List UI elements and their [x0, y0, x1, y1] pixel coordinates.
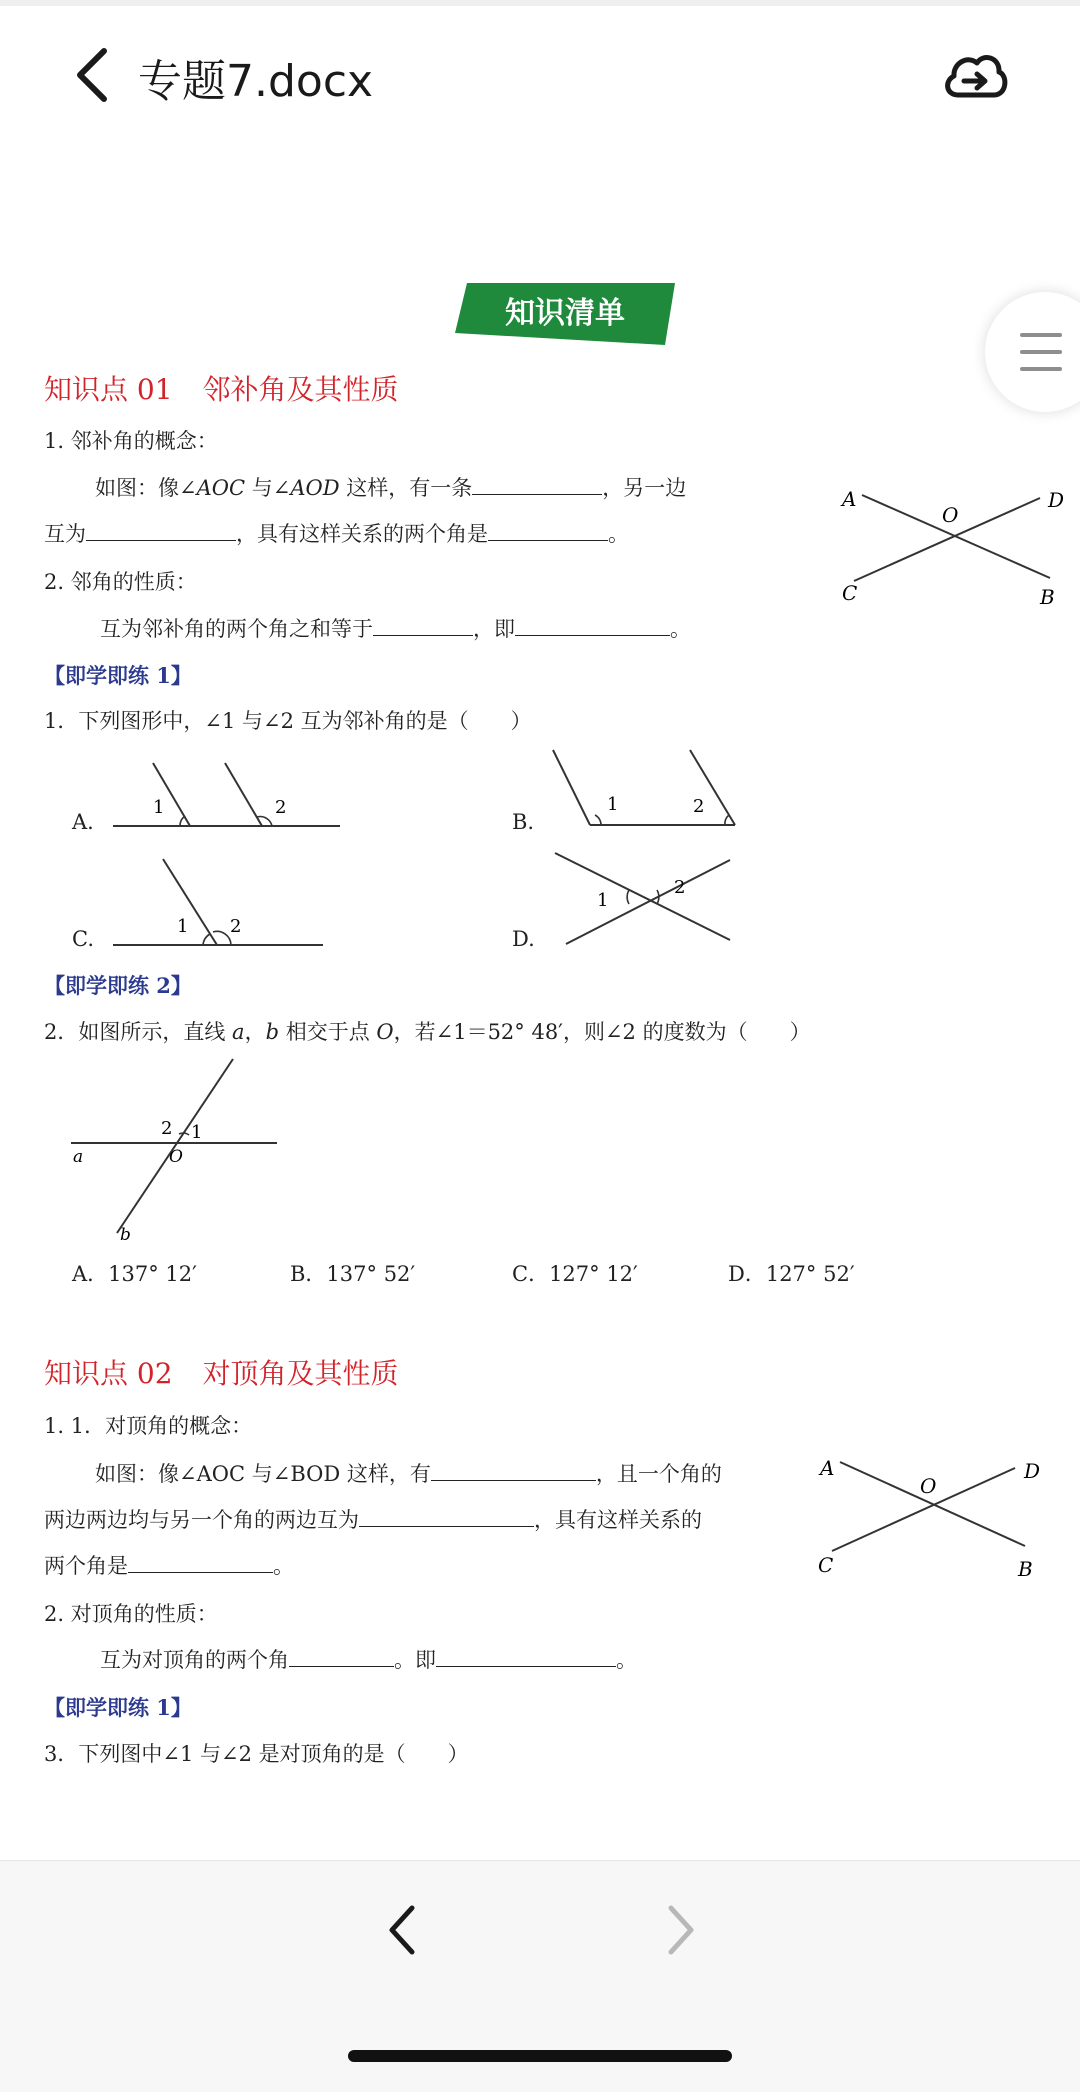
back-button[interactable]: [70, 45, 120, 105]
section-heading-02: 知识点 02 对顶角及其性质: [44, 1357, 399, 1390]
practice-label-3: 【即学即练 1】: [44, 1695, 192, 1720]
property-heading-2: 2. 对顶角的性质：: [44, 1602, 218, 1626]
svg-text:2: 2: [275, 797, 287, 818]
svg-text:C: C: [818, 1553, 834, 1577]
concept-heading: 1. 邻补角的概念：: [44, 429, 218, 453]
property-line-2: 互为对顶角的两个角 。即 。: [100, 1648, 637, 1672]
chevron-right-icon: [671, 1908, 691, 1952]
answer-a: A．137° 12′: [72, 1262, 197, 1286]
svg-text:1: 1: [191, 1122, 203, 1143]
practice-label-1: 【即学即练 1】: [44, 663, 192, 688]
concept-line-1: 如图：像∠AOC 与∠AOD 这样，有一条 ，另一边: [95, 476, 687, 500]
svg-text:C: C: [842, 581, 858, 605]
concept-2-line-3: 两个角是 。: [44, 1554, 294, 1578]
question-1: 1．下列图形中，∠1 与∠2 互为邻补角的是（ ）: [44, 709, 532, 733]
svg-text:b: b: [120, 1225, 131, 1245]
svg-text:2: 2: [693, 796, 705, 817]
cloud-upload-icon: [948, 57, 1005, 95]
svg-text:O: O: [169, 1147, 183, 1167]
concept-heading-2: 1. 1．对顶角的概念：: [44, 1414, 253, 1438]
property-heading: 2. 邻角的性质：: [44, 570, 197, 594]
svg-text:1: 1: [597, 890, 609, 911]
answer-b: B．137° 52′: [290, 1262, 416, 1286]
concept-2-line-1: 如图：像∠AOC 与∠BOD 这样，有 ，且一个角的: [95, 1462, 722, 1486]
svg-text:A: A: [842, 487, 857, 511]
question-3: 3．下列图中∠1 与∠2 是对顶角的是（ ）: [44, 1742, 469, 1766]
question-2: 2．如图所示，直线 a，b 相交于点 O，若∠1＝52° 48′，则∠2 的度数为（ ）: [44, 1020, 811, 1044]
home-indicator[interactable]: [348, 2050, 732, 2062]
chevron-left-icon: [80, 51, 104, 99]
cloud-upload-button[interactable]: [940, 45, 1010, 105]
svg-text:D: D: [1024, 1459, 1041, 1483]
option-d-figure: [550, 848, 740, 948]
status-strip: [0, 0, 1080, 6]
option-a-label: A.: [72, 810, 94, 834]
practice-label-2: 【即学即练 2】: [44, 973, 192, 998]
document-title: 专题7.docx: [138, 56, 374, 107]
concept-line-2: 互为 ，具有这样关系的两个角是 。: [44, 522, 629, 546]
svg-text:A: A: [820, 1456, 835, 1480]
svg-text:2: 2: [674, 877, 686, 898]
svg-text:D: D: [1048, 488, 1065, 512]
intersecting-lines-figure-2: [810, 1450, 1050, 1590]
svg-text:1: 1: [177, 916, 189, 937]
svg-text:O: O: [942, 503, 959, 527]
property-line: 互为邻补角的两个角之和等于 ，即 。: [100, 617, 691, 641]
svg-text:B: B: [1018, 1557, 1033, 1581]
svg-text:B: B: [1040, 585, 1055, 609]
svg-text:O: O: [920, 1474, 937, 1498]
previous-page-button[interactable]: [380, 1900, 430, 1960]
answer-c: C．127° 12′: [512, 1262, 638, 1286]
intersecting-lines-figure-1: [830, 480, 1070, 620]
concept-2-line-2: 两边两边均与另一个角的两边互为 ，具有这样关系的: [44, 1508, 702, 1532]
option-c-label: C.: [72, 927, 94, 951]
floating-menu-button[interactable]: [985, 292, 1080, 412]
next-page-button[interactable]: [655, 1900, 705, 1960]
option-c-figure: [105, 855, 335, 950]
option-a-figure: [105, 755, 345, 835]
lines-ab-figure: [65, 1055, 290, 1250]
chevron-left-icon: [392, 1908, 412, 1952]
svg-text:a: a: [73, 1147, 84, 1167]
svg-text:2: 2: [161, 1118, 173, 1139]
svg-text:1: 1: [607, 794, 619, 815]
answer-d: D．127° 52′: [728, 1262, 855, 1286]
option-b-figure: [545, 742, 745, 832]
option-d-label: D.: [512, 927, 535, 951]
svg-text:2: 2: [230, 916, 242, 937]
section-heading-01: 知识点 01 邻补角及其性质: [44, 373, 399, 406]
option-b-label: B.: [512, 810, 535, 834]
section-banner: 知识清单: [505, 296, 625, 331]
top-bar: [0, 0, 1080, 150]
svg-text:1: 1: [153, 797, 165, 818]
